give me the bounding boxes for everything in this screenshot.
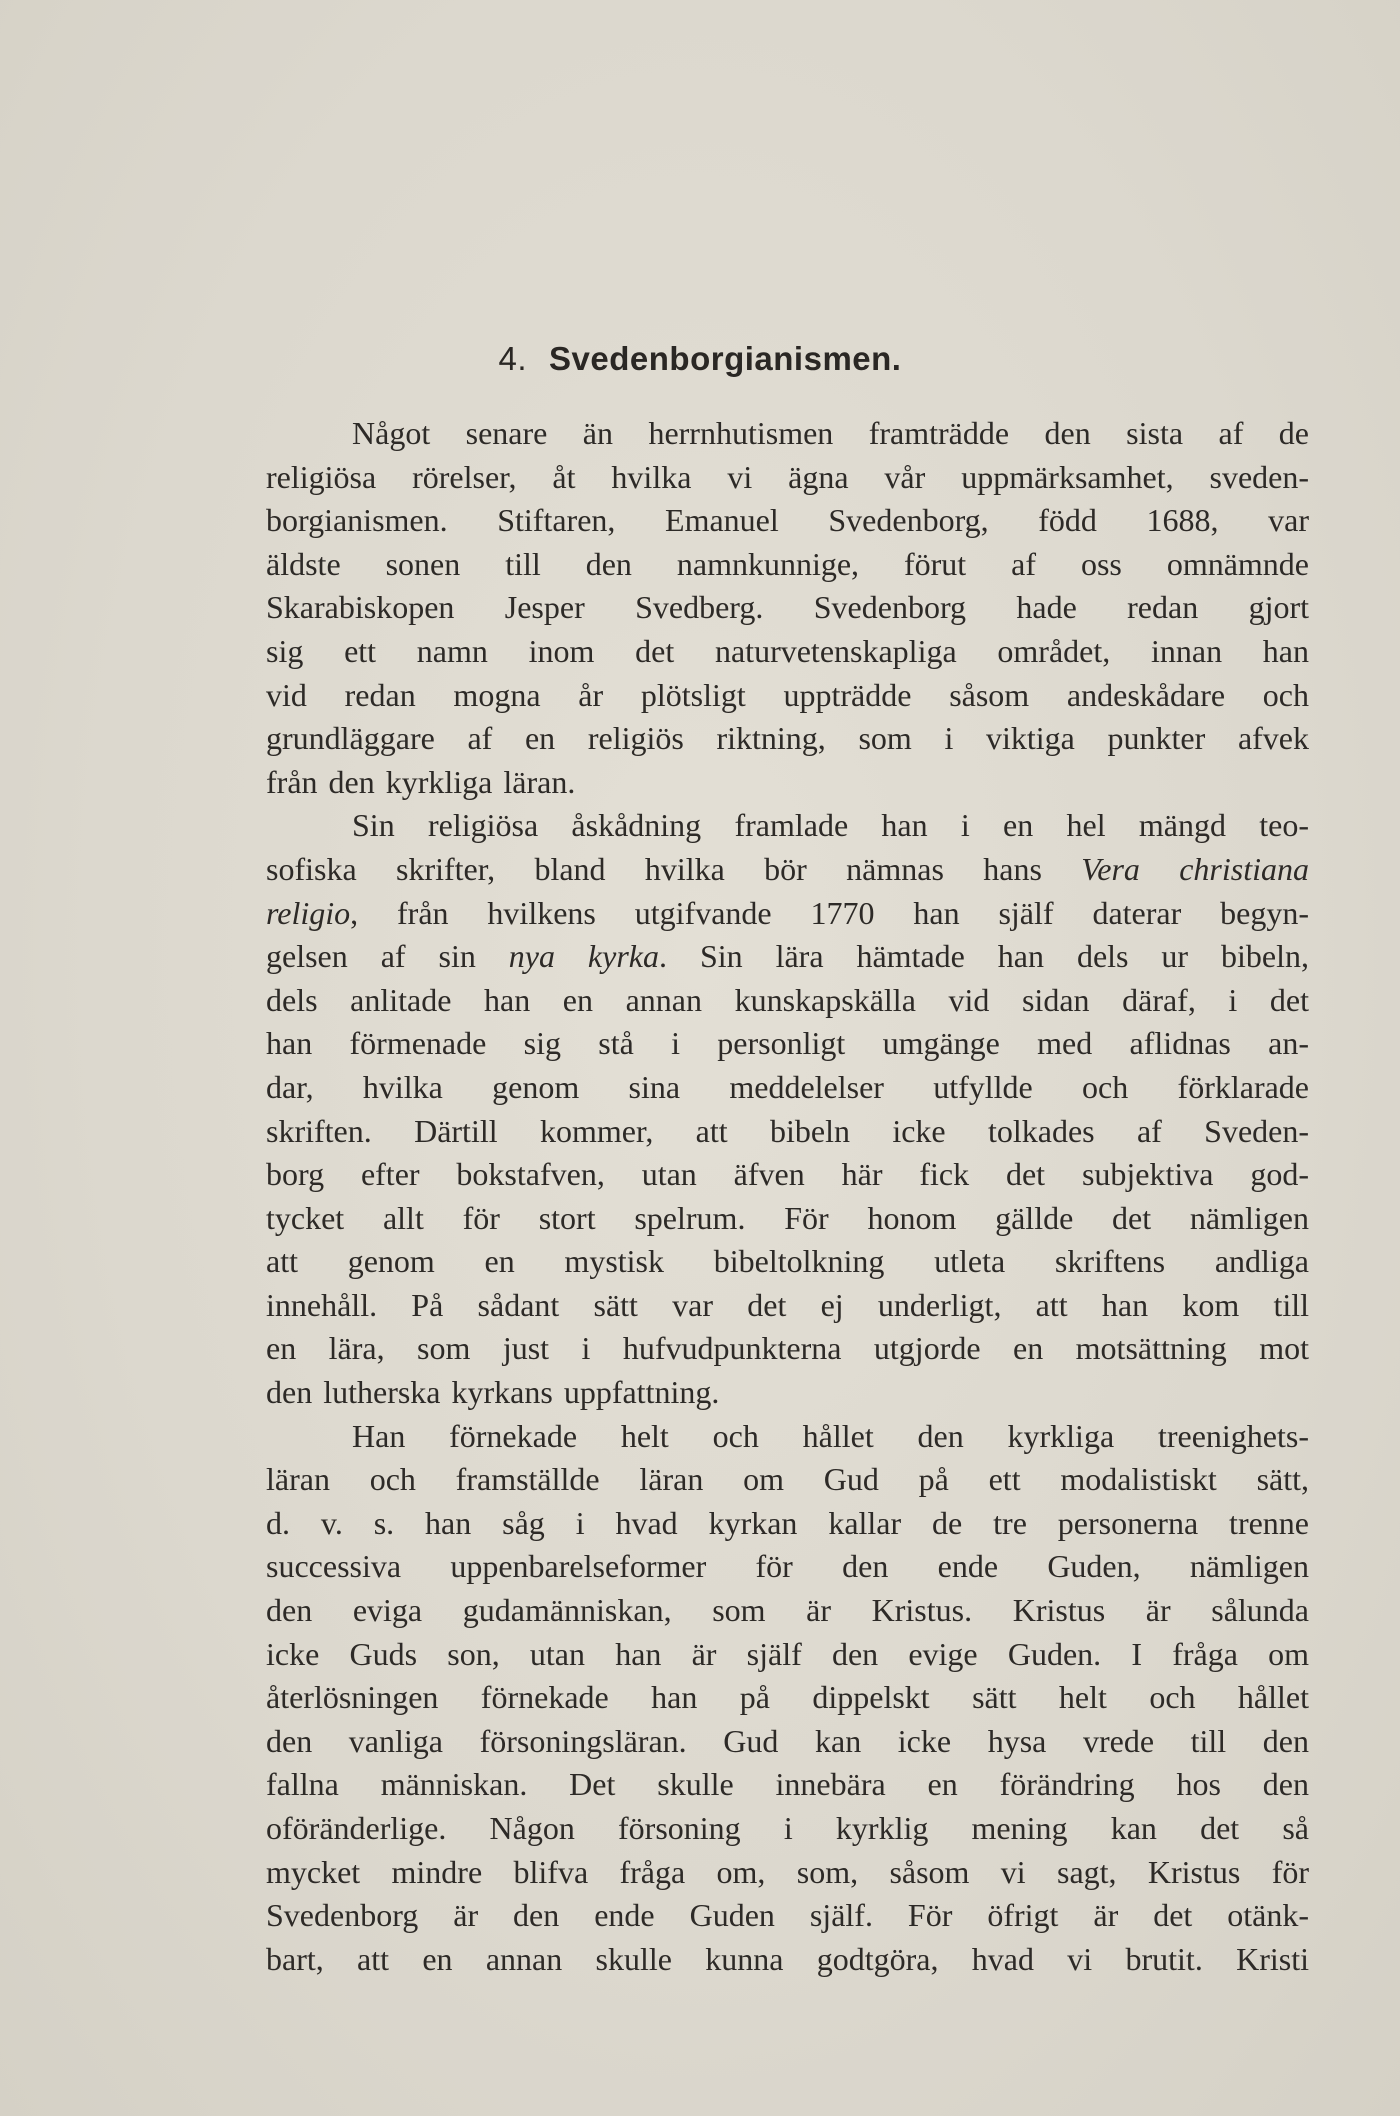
text-line: Något senare än herrnhutismen framträdde den sista af de [352,415,1309,451]
section-heading [0,340,1400,378]
text-line: Svedenborg är den ende Guden själf. För öfrigt är det otänk- [266,1897,1309,1934]
section-title: Svedenborgianismen. [549,340,902,377]
text-line: fallna människan. Det skulle innebära en förändring hos den [266,1766,1309,1803]
text-line: oföränderlige. Någon försoning i kyrklig mening kan det så [266,1810,1309,1846]
text-line: icke Guds son, utan han är själf den evige Guden. I fråga om [266,1635,1309,1672]
text-line: religiösa rörelser, åt hvilka vi ägna vår uppmärksamhet, sveden- [266,458,1309,495]
text-line: han förmenade sig stå i personligt umgänge med aflidnas an- [266,1025,1309,1062]
section-number: 4. [498,340,528,377]
text-line: den eviga gudamänniskan, som är Kristus. Kristus är sålunda [266,1592,1309,1629]
text-line: mycket mindre blifva fråga om, som, såsom vi sagt, Kristus för [266,1853,1309,1890]
text-line: vid redan mogna år plötsligt uppträdde såsom andeskådare och [266,676,1309,713]
text-line: grundläggare af en religiös riktning, som i viktiga punkter afvek [266,720,1309,757]
text-line: Sin religiösa åskådning framlade han i en hel mängd teo- [352,807,1309,844]
text-line: att genom en mystisk bibeltolkning utleta skriftens andliga [266,1243,1309,1280]
text-line: successiva uppenbarelseformer för den ende Guden, nämligen [266,1548,1309,1585]
text-line: dels anlitade han en annan kunskapskälla vid sidan däraf, i det [266,981,1309,1018]
text-line: en lära, som just i hufvudpunkterna utgjorde en motsättning mot [266,1330,1309,1367]
text-line: innehåll. På sådant sätt var det ej underligt, att han kom till [266,1286,1309,1323]
text-line: d. v. s. han såg i hvad kyrkan kallar de tre personerna trenne [266,1504,1309,1541]
text-line: skriften. Därtill kommer, att bibeln icke tolkades af Sveden- [266,1112,1309,1149]
italic-title: Vera christiana [1081,850,1310,887]
text-line: återlösningen förnekade han på dippelskt sätt helt och hållet [266,1679,1309,1716]
text-line: Han förnekade helt och hållet den kyrkliga treenighets- [352,1417,1309,1454]
text-line: dar, hvilka genom sina meddelelser utfyllde och förklarade [266,1068,1309,1105]
text-line: från den kyrkliga läran. [266,763,576,800]
text-line: den vanliga försoningsläran. Gud kan icke hysa vrede till den [266,1722,1309,1759]
italic-title: nya kyrka [508,938,659,975]
text-line: borg efter bokstafven, utan äfven här fick det subjektiva god- [266,1156,1309,1193]
text-line: tycket allt för stort spelrum. För honom gällde det nämligen [266,1199,1309,1236]
text-line: gelsen af sin nya kyrka. Sin lära hämtade han dels ur bibeln, [266,938,1310,975]
text-line: läran och framställde läran om Gud på ett modalistiskt sätt, [266,1461,1309,1498]
text-line: den lutherska kyrkans uppfattning. [266,1374,720,1411]
text-line: Skarabiskopen Jesper Svedberg. Svedenborg hade redan gjort [266,589,1309,626]
text-line: religio, från hvilkens utgifvande 1770 han själf daterar begyn- [266,894,1309,931]
text-line: sofiska skrifter, bland hvilka bör nämnas hans Vera christiana [266,850,1310,887]
italic-title: religio [266,894,351,931]
text-line: sig ett namn inom det naturvetenskapliga området, innan han [266,632,1309,669]
body-text [266,412,1309,1981]
text-line: äldste sonen till den namnkunnige, förut af oss omnämnde [266,545,1309,582]
text-line: bart, att en annan skulle kunna godtgöra, hvad vi brutit. Kristi [266,1940,1309,1977]
text-line: borgianismen. Stiftaren, Emanuel Svedenborg, född 1688, var [266,502,1309,539]
